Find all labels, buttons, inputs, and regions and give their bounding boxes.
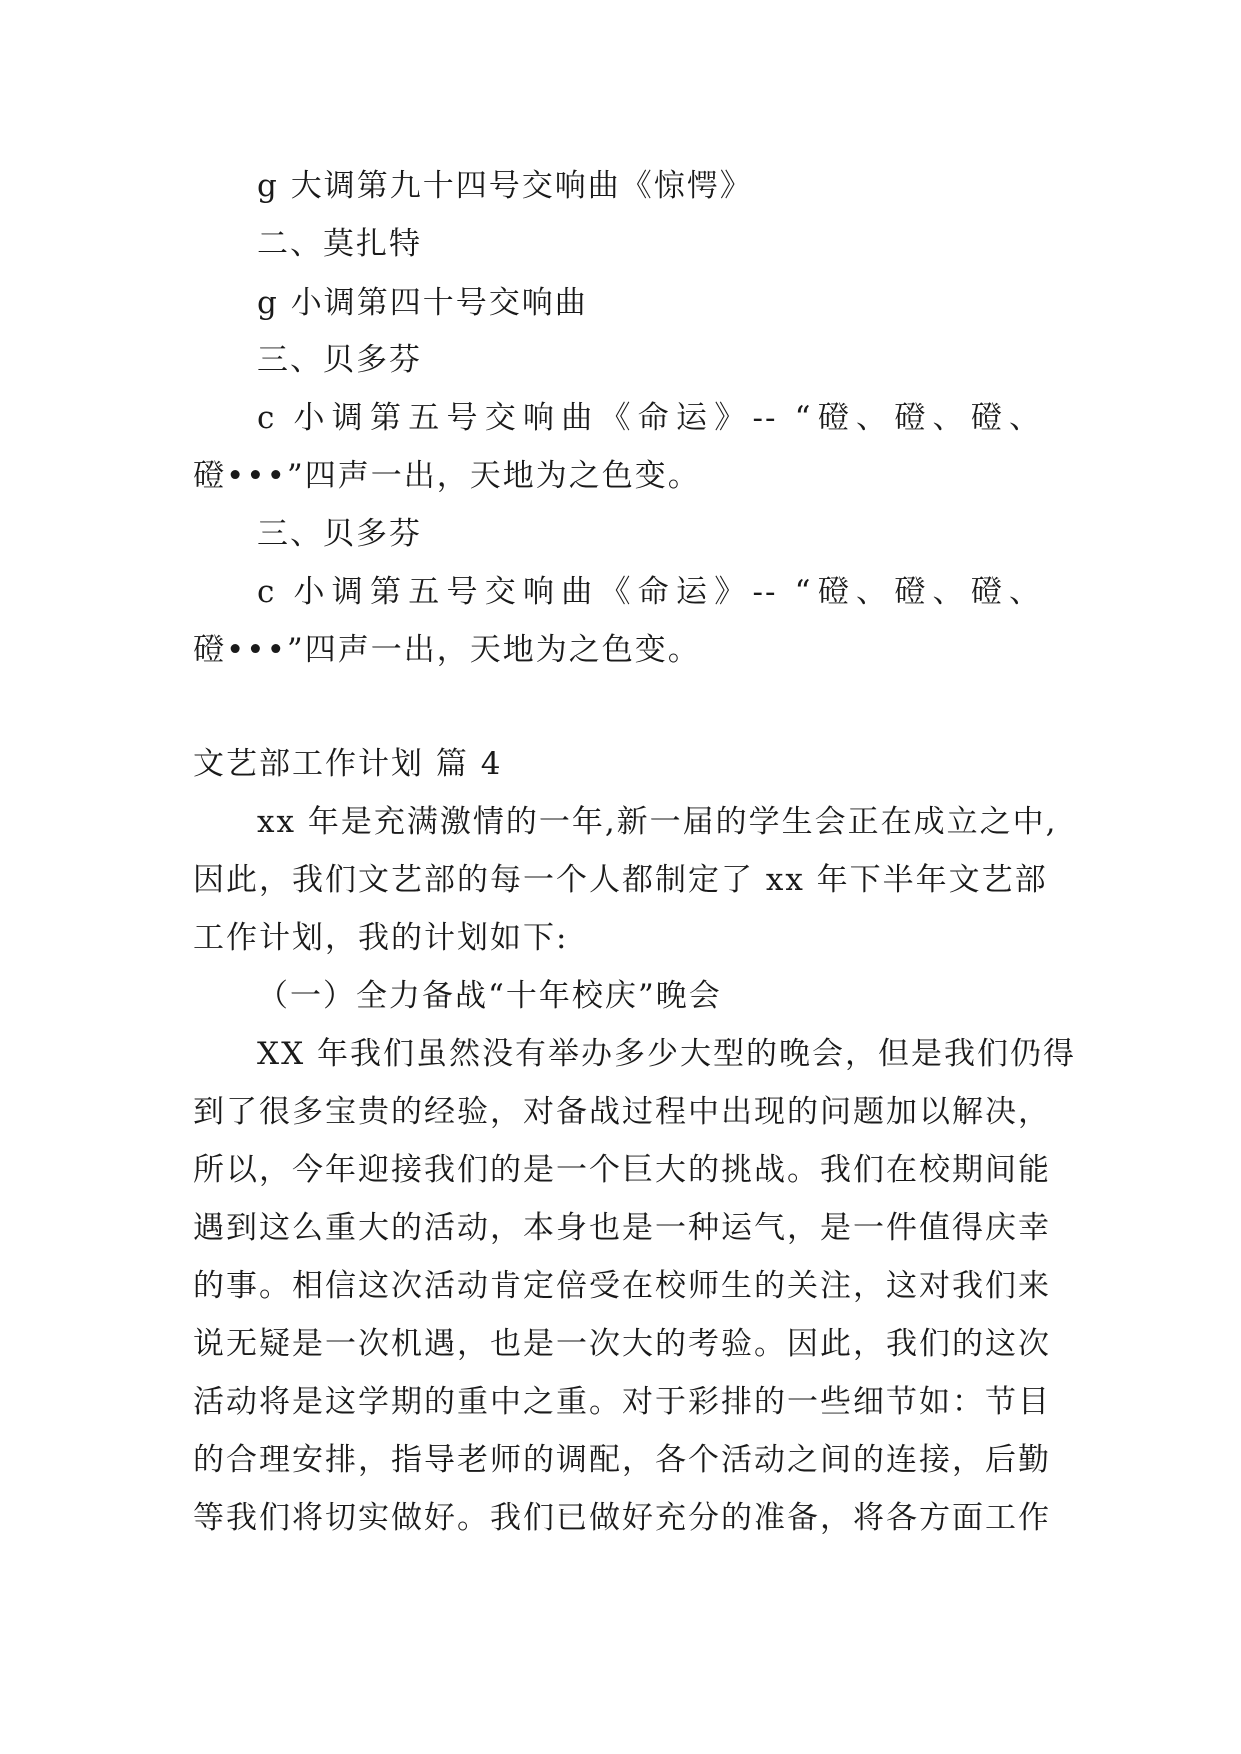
text-line-fate-1a: c 小调第五号交响曲《命运》-- “磴、磴、磴、 <box>257 400 1042 436</box>
text-line-fate-2b: 磴•••”四声一出，天地为之色变。 <box>193 632 701 668</box>
text-line-symphony-40: g 小调第四十号交响曲 <box>257 285 588 321</box>
paragraph-2-line-3: 所以，今年迎接我们的是一个巨大的挑战。我们在校期间能 <box>193 1152 1051 1188</box>
text-line-fate-2a: c 小调第五号交响曲《命运》-- “磴、磴、磴、 <box>257 574 1042 610</box>
subheading-celebration: （一）全力备战“十年校庆”晚会 <box>257 978 722 1014</box>
text-line-beethoven-2: 三、贝多芬 <box>257 516 422 552</box>
paragraph-1-line-1: xx 年是充满激情的一年,新一届的学生会正在成立之中, <box>257 804 1058 840</box>
paragraph-1-line-3: 工作计划，我的计划如下: <box>193 920 569 956</box>
text-line-mozart: 二、莫扎特 <box>257 226 422 262</box>
paragraph-2-line-9: 等我们将切实做好。我们已做好充分的准备，将各方面工作 <box>193 1500 1051 1536</box>
section-heading: 文艺部工作计划 篇 4 <box>193 746 503 782</box>
paragraph-2-line-6: 说无疑是一次机遇，也是一次大的考验。因此，我们的这次 <box>193 1326 1051 1362</box>
paragraph-2-line-5: 的事。相信这次活动肯定倍受在校师生的关注，这对我们来 <box>193 1268 1051 1304</box>
paragraph-2-line-8: 的合理安排，指导老师的调配，各个活动之间的连接，后勤 <box>193 1442 1051 1478</box>
paragraph-2-line-4: 遇到这么重大的活动，本身也是一种运气，是一件值得庆幸 <box>193 1210 1051 1246</box>
paragraph-1-line-2: 因此，我们文艺部的每一个人都制定了 xx 年下半年文艺部 <box>193 862 1048 898</box>
paragraph-2-line-1: XX 年我们虽然没有举办多少大型的晚会，但是我们仍得 <box>257 1036 1076 1072</box>
text-line-beethoven-1: 三、贝多芬 <box>257 342 422 378</box>
paragraph-2-line-7: 活动将是这学期的重中之重。对于彩排的一些细节如：节目 <box>193 1384 1051 1420</box>
text-line-fate-1b: 磴•••”四声一出，天地为之色变。 <box>193 458 701 494</box>
paragraph-2-line-2: 到了很多宝贵的经验，对备战过程中出现的问题加以解决， <box>193 1094 1051 1130</box>
text-line-symphony-94: g 大调第九十四号交响曲《惊愕》 <box>257 168 753 204</box>
